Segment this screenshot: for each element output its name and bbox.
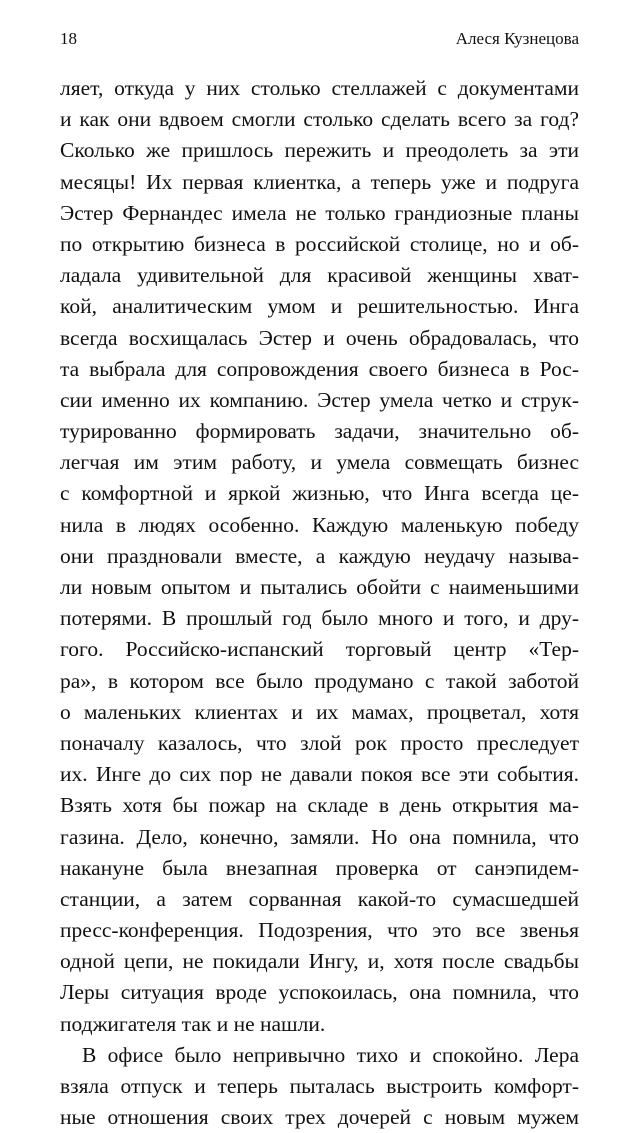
text-line: пресс-конференция. Подозрения, что это все звенья (60, 918, 579, 943)
paragraph-2 (60, 1040, 579, 1133)
text-line: поначалу казалось, что злой рок просто преследует (60, 730, 579, 755)
text-line: с комфортной и яркой жизнью, что Инга всегда це- (60, 481, 579, 506)
text-line: Взять хотя бы пожар на складе в день открытия ма- (60, 793, 579, 818)
text-line: их. Инге до сих пор не давали покоя все эти события. (60, 762, 579, 787)
running-head (60, 28, 579, 50)
text-line: по открытию бизнеса в российской столице, но и об- (60, 231, 579, 256)
text-line: легчая им этим работу, и умела совмещать бизнес (60, 450, 579, 475)
text-line: нила в людях особенно. Каждую маленькую победу (60, 512, 579, 537)
text-line: потерями. В прошлый год было много и того, и дру- (60, 606, 579, 631)
text-line: и как они вдвоем смогли столько сделать всего за год? (60, 107, 579, 132)
text-line: ладала удивительной для красивой женщины хват- (60, 263, 579, 288)
text-line: сии именно их компанию. Эстер умела четко и струк- (60, 387, 579, 412)
text-line: поджигателя так и не нашли. (60, 1011, 326, 1036)
text-line: В офисе было непривычно тихо и спокойно. Лера (82, 1042, 579, 1067)
text-line: о маленьких клиентах и их мамах, процветал, хотя (60, 699, 579, 724)
running-title: Алеся Кузнецова (455, 29, 579, 48)
text-line: Сколько же пришлось пережить и преодолеть за эти (60, 138, 579, 163)
text-line: взяла отпуск и теперь пыталась выстроить комфорт- (60, 1074, 579, 1098)
text-line: всегда восхищалась Эстер и очень обрадовалась, что (60, 325, 579, 350)
body-text (60, 73, 579, 1133)
text-line: месяцы! Их первая клиентка, а теперь уже и подруга (60, 169, 579, 194)
text-line: ра», в котором все было продумано с такой заботой (60, 668, 579, 693)
page-number: 18 (60, 29, 77, 48)
text-line: ли новым опытом и пытались обойти с наименьшими (60, 575, 579, 599)
text-line: турированно формировать задачи, значительно об- (60, 419, 579, 444)
text-line: Эстер Фернандес имела не только грандиозные планы (60, 200, 579, 225)
text-line: та выбрала для сопровождения своего бизнеса в Рос- (60, 356, 579, 381)
text-line: ляет, откуда у них столько стеллажей с документами (60, 76, 579, 100)
text-line: Леры ситуация вроде успокоилась, она помнила, что (60, 980, 579, 1005)
text-line: гого. Российско-испанский торговый центр «Тер- (60, 637, 579, 662)
text-line: они праздновали вместе, а каждую неудачу называ- (60, 543, 579, 568)
paragraph-1 (60, 73, 579, 1040)
text-line: одной цепи, не покидали Ингу, и, хотя после свадьбы (60, 949, 579, 974)
text-line: ные отношения своих трех дочерей с новым мужем (60, 1105, 579, 1130)
text-line: кой, аналитическим умом и решительностью. Инга (60, 294, 579, 319)
text-line: накануне была внезапная проверка от санэпидем- (60, 855, 579, 880)
text-line: газина. Дело, конечно, замяли. Но она помнила, что (60, 824, 579, 849)
text-line: станции, а затем сорванная какой-то сумасшедшей (60, 886, 579, 911)
